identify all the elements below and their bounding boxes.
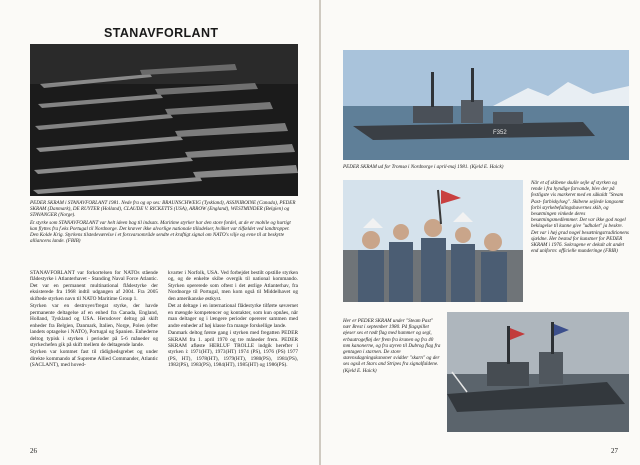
frigate-tromso-photo xyxy=(343,50,629,160)
body-column-right xyxy=(168,270,298,370)
body-paragraph: Det at deltage i en international flådestyrke tilførte søværnet en mængde kompetencer og kontakter, som kun opnåes, når man deltager og i længere perioder opererer sammen med andre enheder af høj klasse fra mange forskellige lande. xyxy=(168,303,298,329)
caption-paragraph: Et styrke som STANAVFORLANT var helt ideen bag til indsats. Maritime styrker har den store fordel, at de er mobile og hurtigt kan flyttes fra f.eks Portugal til Nordnorge. Det kræver ikke alvorlige nationale tilladelser, hvilket var tilfældet ved landtropper. Den Kolde Krig. Styrkens tilstedeværelse i et forsvarsområde sendte et kraftigt signal om NATO's vilje og evne til at beskytte alliancens lande. (FBIB) xyxy=(30,219,291,245)
body-column-left xyxy=(30,270,158,370)
steam-past-caption: Når et af skibene skulle sejle af styrken og rende i fra hyndige farvande, blev der på festligste vis markeret med en såkaldt "Steam Past- farbiskylseg". Skibene sejlede langsomt forbi styrkebefalingshavernes skib, og besætningen vinkede deres besætningsmedlemmer. Det var ikke god nogel beklagelse til kunne give "udhalet" ja beskre. Det var i høj grad nogel besætningstraditionens sjældne. Her bestod for kunstner for PEDER SKRAM i 1976. Sokragene er dekalt alt andet end uniform: officielle munderinge (FBIB) xyxy=(531,180,629,255)
frigate-brest-photo xyxy=(447,312,629,432)
page-number-right: 27 xyxy=(611,447,618,455)
fleet-photo-caption xyxy=(30,200,298,245)
tromso-photo-caption: PEDER SKRAM ud for Tromsø i Nordnorge i april-maj 1981. (Kjeld E. Haick) xyxy=(343,164,504,170)
body-paragraph: kvarter i Norfolk, USA. Ved forbejdet bestilt opstille styrken og, og de enkelte skibe overgik til national kommando. Styrken opererede som oftest i det østlige Atlanterhav, fra Nordnorge til Portugal, men kom også til Middelhavet og den amerikanske østkyst. xyxy=(168,270,298,302)
left-page xyxy=(0,0,319,465)
hull-number: F352 xyxy=(493,130,507,136)
right-page xyxy=(321,0,640,465)
body-paragraph: STANAVFORLANT var forkortelsen for NATOs stående flådestyrke i Atlanterhavet - Standing Naval Force Atlantic. Det var en permanent multinational flådestyrke der eksisterede fra 1968 indtil udgangen af 2004. Fra 2005 skiftede styrken navn til NATO Maritime Group 1. xyxy=(30,270,158,302)
page-number-left: 26 xyxy=(30,447,37,455)
crew-celebration-photo xyxy=(343,180,523,302)
page-title: STANAVFORLANT xyxy=(104,26,219,40)
fleet-formation-photo xyxy=(30,44,298,196)
caption-paragraph: PEDER SKRAM i STANAVFORLANT 1981. Nede fra og op ses: BRAUNSCHWEIG (Tyskland), ASSINIBOINE (Canada), PEDER SKRAM (Danmark), DE RUYTER (Holland), CLAUDE V. RICKETTS (USA), ARROW (England), WESTMINDER (Belgien) og STAVANGER (Norge). xyxy=(30,200,296,219)
body-paragraph: Styrken var en destroyer/fregat styrke, der havde permanente deltagelse af en enhed fra Canada, England, Holland, Tyskland og USA. Herudover deltog på skift enheder fra Belgien, Danmark, Italien, Norge, Polen (efter landets optagelse i NATO), Portugal og Spanien. Enhederne deltog typisk i styrken i perioder på 5-6 måneder og styrkechefen gik på skift mellem de deltagende lande. xyxy=(30,303,158,348)
brest-photo-caption: Her er PEDER SKRAM under "Steam Past" nær Brest i september 1980. På flagspillet øjeser ses et rødt flag med hammer og segl, erbautrogefløj der frem fra kranen og fra 40 mm kanonerne, og fra styren til Dubrog flag fra gentagen i starnen. De store stævnsdagningskanoner svidder "skarn" og der ses også et Stars and Stripes fra signalfaldene. (Kjeld E. Haick) xyxy=(343,318,441,374)
body-paragraph: Danmark deltog første gang i styrken med fregatten PEDER SKRAM fra 1. april 1970 og tre måneder frem. PEDER SKRAM afløste HERLUF TROLLE indgik herefter i styrken i: 1971(HT), 1973(HT) 1974 (PS), 1976 (PS) 1977 (PS, HT), 1978(HT), 1979(HT), 1980(PS), 1981(PS), 1982(PS), 1983(PS), 1984(HT), 1985(HT) og 1986(PS). xyxy=(168,330,298,369)
body-paragraph: Styrken var kommet fast til rådighedsgrebet og under direkte kommando af Supreme Allied Commander, Atlantic (SACLANT), med hoved- xyxy=(30,349,158,369)
